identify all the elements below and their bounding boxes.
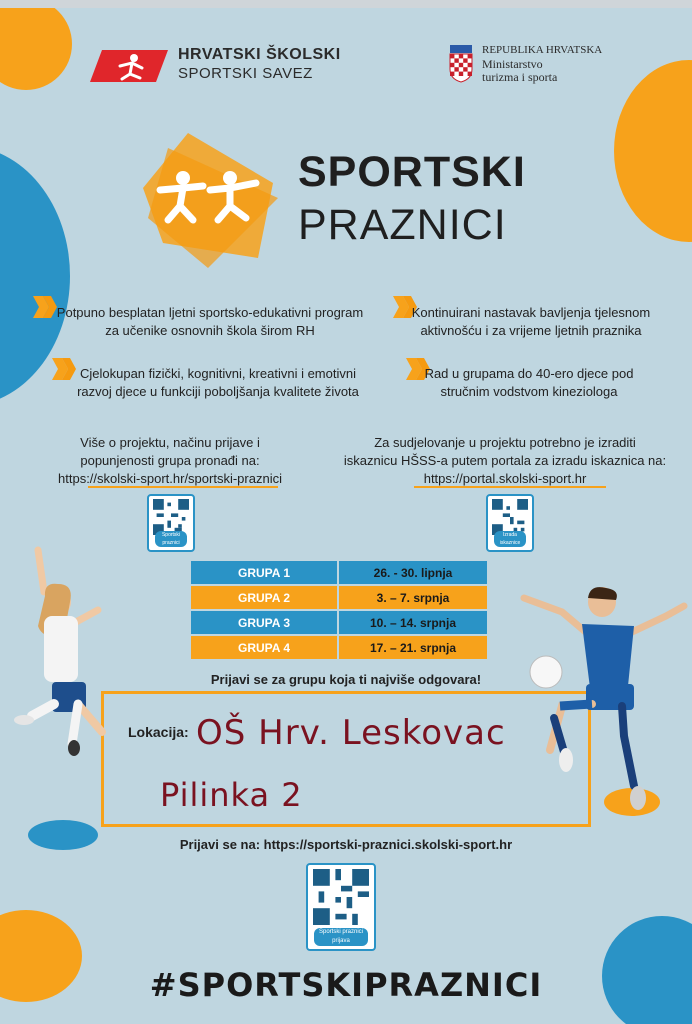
info-right-line2: iskaznicu HŠSS-a putem portala za izradu iskaznica na: — [343, 453, 667, 468]
info-right-link[interactable]: https://portal.skolski-sport.hr — [423, 471, 587, 486]
location-handwritten-line1: OŠ Hrv. Leskovac — [196, 713, 506, 753]
hsss-logo-icon — [90, 46, 170, 86]
group-name: GRUPA 2 — [191, 586, 337, 609]
group-name: GRUPA 4 — [191, 636, 337, 659]
bullet-3-line2: razvoj djece u funkciji poboljšanja kvalitete života — [77, 384, 359, 399]
choose-group-text: Prijavi se za grupu koja ti najviše odgovara! — [210, 672, 482, 687]
bullet-text-3 — [58, 365, 378, 401]
info-right — [340, 434, 670, 488]
bullet-2-line2: aktivnošću i za vrijeme ljetnih praznika — [420, 323, 642, 338]
groups-table — [191, 561, 487, 661]
group-dates: 17. – 21. srpnja — [339, 636, 487, 659]
boy-athlete-image — [516, 586, 688, 818]
qr-code-icon — [313, 869, 369, 925]
qr-label: Sportski praznici — [155, 531, 187, 547]
sportski-praznici-logo-icon — [138, 128, 283, 268]
page-title-line2: PRAZNICI — [298, 201, 507, 249]
qr-code-signup[interactable] — [306, 863, 376, 951]
signup-text[interactable]: Prijavi se na: https://sportski-praznici.skolski-sport.hr — [179, 837, 513, 852]
divider — [88, 486, 278, 488]
qr-code-icon — [492, 499, 528, 535]
qr-label: Sportski praznici prijava — [314, 928, 368, 946]
bullet-1-line2: za učenike osnovnih škola širom RH — [105, 323, 315, 338]
divider — [414, 486, 606, 488]
location-handwritten-line2: Pilinka 2 — [160, 776, 303, 814]
bullet-4-line1: Rad u grupama do 40-ero djece pod — [424, 366, 634, 381]
ministry-line3: turizma i sporta — [482, 70, 558, 84]
qr-code-portal[interactable] — [486, 494, 534, 552]
girl-athlete-image — [14, 544, 118, 758]
bullet-1-line1: Potpuno besplatan ljetni sportsko-edukativni program — [56, 305, 364, 320]
bullet-text-2 — [400, 304, 662, 340]
group-dates: 26. - 30. lipnja — [339, 561, 487, 584]
decor-circle-top-left — [0, 8, 72, 90]
federation-title: HRVATSKI ŠKOLSKI — [178, 46, 341, 63]
group-name: GRUPA 1 — [191, 561, 337, 584]
info-right-line1: Za sudjelovanje u projektu potrebno je izraditi — [374, 435, 636, 450]
bullet-text-1 — [40, 304, 380, 340]
qr-code-icon — [153, 499, 189, 535]
bullet-3-line1: Cjelokupan fizički, kognitivni, kreativni i emotivni — [79, 366, 356, 381]
poster — [0, 8, 692, 1024]
qr-code-info[interactable] — [147, 494, 195, 552]
table-row — [191, 636, 487, 659]
info-left — [40, 434, 300, 488]
decor-circle-top-right — [614, 60, 692, 242]
federation-subtitle: SPORTSKI SAVEZ — [178, 65, 313, 82]
qr-label: Izrada iskaznice — [494, 531, 526, 547]
bullet-4-line2: stručnim vodstvom kineziologa — [440, 384, 618, 399]
page-title-line1: SPORTSKI — [298, 148, 526, 196]
table-row — [191, 561, 487, 584]
info-left-line2: popunjenosti grupa pronađi na: — [80, 453, 260, 468]
croatian-crest-icon — [448, 45, 474, 83]
hashtag: #SPORTSKIPRAZNICI — [149, 966, 543, 1004]
location-label: Lokacija: — [128, 724, 189, 740]
info-left-line1: Više o projektu, načinu prijave i — [80, 435, 260, 450]
table-row — [191, 586, 487, 609]
info-left-link[interactable]: https://skolski-sport.hr/sportski-praznici — [58, 471, 282, 486]
group-name: GRUPA 3 — [191, 611, 337, 634]
group-dates: 10. – 14. srpnja — [339, 611, 487, 634]
ministry-line2: Ministarstvo — [482, 57, 543, 71]
table-row — [191, 611, 487, 634]
ministry-line1: REPUBLIKA HRVATSKA — [482, 44, 603, 56]
bullet-2-line1: Kontinuirani nastavak bavljenja tjelesnom — [411, 305, 651, 320]
group-dates: 3. – 7. srpnja — [339, 586, 487, 609]
bullet-text-4 — [414, 365, 644, 401]
